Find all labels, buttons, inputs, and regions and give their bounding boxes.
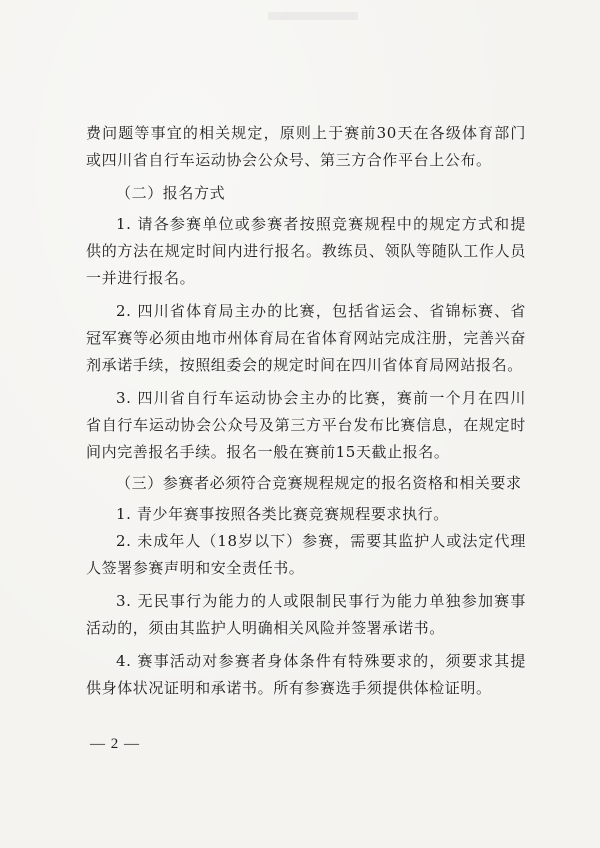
document-body <box>86 120 526 702</box>
paragraph-eligibility-1: 1. 青少年赛事按照各类比赛竞赛规程要求执行。 <box>116 505 449 523</box>
bleed-through-mark <box>268 12 358 20</box>
section-heading-registration-method: （二）报名方式 <box>116 184 226 202</box>
paragraph-eligibility-3: 3. 无民事行为能力的人或限制民事行为能力单独参加赛事活动的，须由其监护人明确相关风险并签署承诺书。 <box>86 592 526 637</box>
paragraph-item-3: 3. 四川省自行车运动协会主办的比赛，赛前一个月在四川省自行车运动协会公众号及第三方平台发布比赛信息，在规定时间内完善报名手续。报名一般在赛前15天截止报名。 <box>86 389 526 461</box>
paragraph-eligibility-2: 2. 未成年人（18岁以下）参赛，需要其监护人或法定代理人签署参赛声明和安全责任书。 <box>86 532 526 577</box>
section-heading-eligibility: （三）参赛者必须符合竞赛规程规定的报名资格和相关要求 <box>116 474 522 492</box>
page-number: — 2 — <box>90 736 140 752</box>
paragraph-continuation: 费问题等事宜的相关规定，原则上于赛前30天在各级体育部门或四川省自行车运动协会公众号、第三方合作平台上公布。 <box>86 124 526 169</box>
paragraph-item-1: 1. 请各参赛单位或参赛者按照竞赛规程中的规定方式和提供的方法在规定时间内进行报名。教练员、领队等随队工作人员一并进行报名。 <box>86 215 526 287</box>
paragraph-eligibility-4: 4. 赛事活动对参赛者身体条件有特殊要求的，须要求其提供身体状况证明和承诺书。所有参赛选手须提供体检证明。 <box>86 652 526 697</box>
paragraph-item-2: 2. 四川省体育局主办的比赛，包括省运会、省锦标赛、省冠军赛等必须由地市州体育局在省体育网站完成注册，完善兴奋剂承诺手续，按照组委会的规定时间在四川省体育局网站报名。 <box>86 302 526 374</box>
